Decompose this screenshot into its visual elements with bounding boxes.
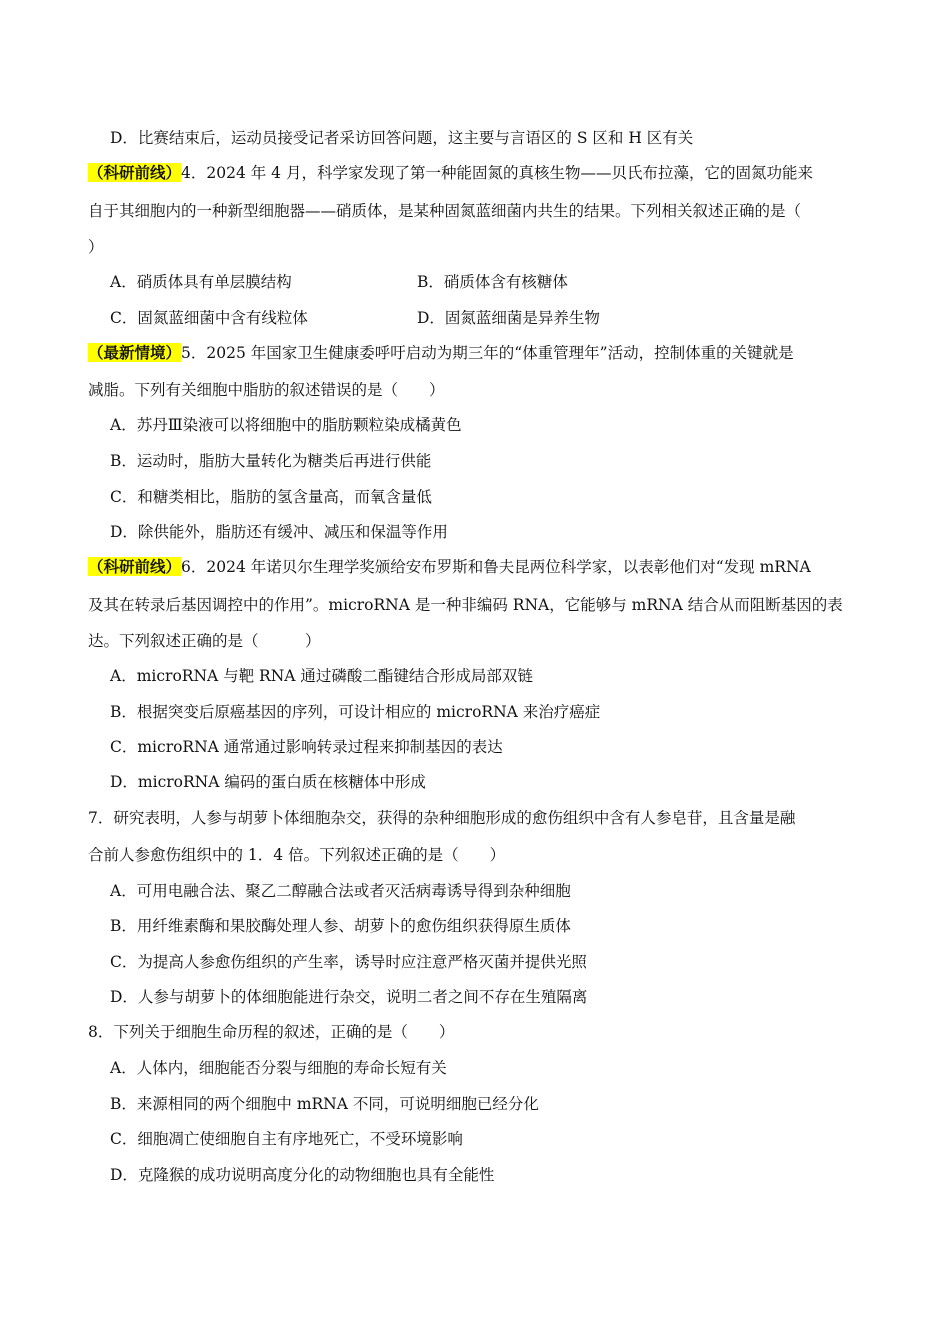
q4-option-d: D．固氮蓝细菌是异养生物 xyxy=(417,309,600,327)
q3-option-d: D．比赛结束后，运动员接受记者采访回答问题，这主要与言语区的 S 区和 H 区有关 xyxy=(110,129,694,147)
q8-option-d: D．克隆猴的成功说明高度分化的动物细胞也具有全能性 xyxy=(110,1166,495,1184)
q8-option-a: A．人体内，细胞能否分裂与细胞的寿命长短有关 xyxy=(110,1059,447,1077)
q6-stem-line3: 达。下列叙述正确的是（ ） xyxy=(88,632,321,650)
q6-option-c: C．microRNA 通常通过影响转录过程来抑制基因的表达 xyxy=(110,738,503,756)
q5-option-d: D．除供能外，脂肪还有缓冲、减压和保温等作用 xyxy=(110,523,448,541)
q6-stem-line2: 及其在转录后基因调控中的作用”。microRNA 是一种非编码 RNA，它能够与 mRNA 结合从而阻断基因的表 xyxy=(88,596,843,614)
q6-stem-text1: 6．2024 年诺贝尔生理学奖颁给安布罗斯和鲁夫昆两位科学家，以表彰他们对“发现 mRNA xyxy=(181,558,811,576)
q6-stem-line1 xyxy=(88,555,862,579)
q4-option-a: A．硝质体具有单层膜结构 xyxy=(110,273,292,291)
q4-stem-line1 xyxy=(88,161,862,185)
q5-option-a: A．苏丹Ⅲ染液可以将细胞中的脂肪颗粒染成橘黄色 xyxy=(110,416,462,434)
q7-stem-line2: 合前人参愈伤组织中的 1．4 倍。下列叙述正确的是（ ） xyxy=(88,846,506,864)
q5-option-b: B．运动时，脂肪大量转化为糖类后再进行供能 xyxy=(110,452,432,470)
q6-option-d: D．microRNA 编码的蛋白质在核糖体中形成 xyxy=(110,773,426,791)
q4-option-c: C．固氮蓝细菌中含有线粒体 xyxy=(110,309,308,327)
q8-option-b: B．来源相同的两个细胞中 mRNA 不同，可说明细胞已经分化 xyxy=(110,1095,539,1113)
q7-option-d: D．人参与胡萝卜的体细胞能进行杂交，说明二者之间不存在生殖隔离 xyxy=(110,988,588,1006)
q7-stem-line1: 7．研究表明，人参与胡萝卜体细胞杂交，获得的杂种细胞形成的愈伤组织中含有人参皂苷，且含量是融 xyxy=(88,809,796,827)
q5-stem-text1: 5．2025 年国家卫生健康委呼吁启动为期三年的“体重管理年”活动，控制体重的关键就是 xyxy=(181,344,794,362)
q7-option-a: A．可用电融合法、聚乙二醇融合法或者灭活病毒诱导得到杂种细胞 xyxy=(110,882,571,900)
q4-stem-line3: ） xyxy=(88,238,104,256)
q8-stem-line1: 8．下列关于细胞生命历程的叙述，正确的是（ ） xyxy=(88,1023,455,1041)
q7-option-c: C．为提高人参愈伤组织的产生率，诱导时应注意严格灭菌并提供光照 xyxy=(110,953,587,971)
q5-stem-line2: 减脂。下列有关细胞中脂肪的叙述错误的是（ ） xyxy=(88,381,445,399)
q5-option-c: C．和糖类相比，脂肪的氢含量高，而氧含量低 xyxy=(110,488,432,506)
q5-stem-line1 xyxy=(88,341,862,365)
q4-stem-line2: 自于其细胞内的一种新型细胞器——硝质体，是某种固氮蓝细菌内共生的结果。下列相关叙述正确的是（ xyxy=(88,202,802,220)
q5-tag: （最新情境） xyxy=(88,343,182,362)
q6-tag: （科研前线） xyxy=(88,557,182,576)
q4-tag: （科研前线） xyxy=(88,163,182,182)
q7-option-b: B．用纤维素酶和果胶酶处理人参、胡萝卜的愈伤组织获得原生质体 xyxy=(110,917,571,935)
q8-option-c: C．细胞凋亡使细胞自主有序地死亡，不受环境影响 xyxy=(110,1130,463,1148)
q6-option-b: B．根据突变后原癌基因的序列，可设计相应的 microRNA 来治疗癌症 xyxy=(110,703,601,721)
q6-option-a: A．microRNA 与靶 RNA 通过磷酸二酯键结合形成局部双链 xyxy=(110,667,533,685)
q4-option-b: B．硝质体含有核糖体 xyxy=(417,273,568,291)
q4-stem-text1: 4．2024 年 4 月，科学家发现了第一种能固氮的真核生物——贝氏布拉藻，它的固氮功能来 xyxy=(181,164,813,182)
